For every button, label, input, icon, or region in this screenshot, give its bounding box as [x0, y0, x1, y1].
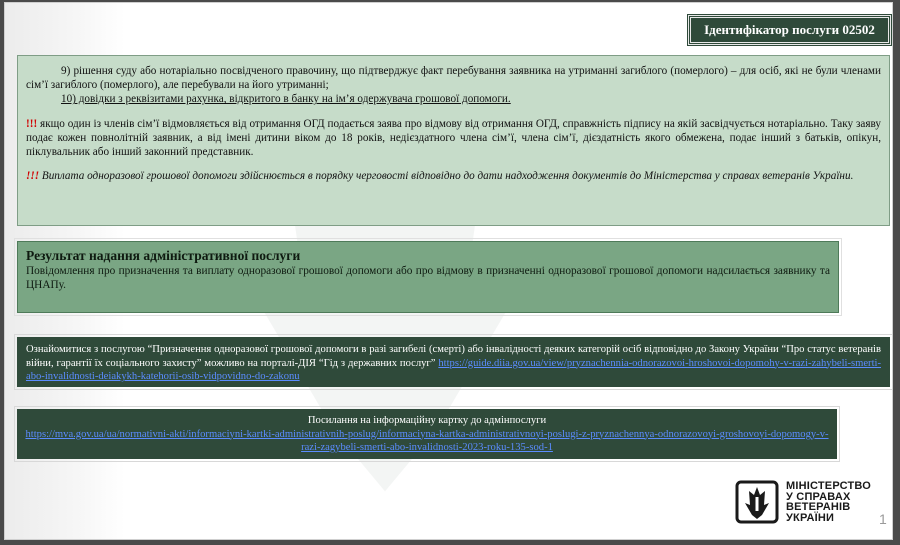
result-text: Повідомлення про призначення та виплату одноразової грошової допомоги або про відмову в призначенні одноразової грошової допомоги надсилається заявнику та ЦНАПу. [26, 265, 830, 291]
ministry-name-line-1: МІНІСТЕРСТВО [786, 480, 872, 492]
trident-shield-icon [734, 479, 780, 525]
ministry-logo [734, 477, 879, 527]
info-card-title: Посилання на інформаційну картку до адмінпослуги [307, 415, 547, 426]
service-id-badge: Ідентифікатор послуги 02502 [688, 15, 891, 45]
document-page [4, 2, 893, 540]
ministry-name-line-2: У СПРАВАХ [786, 490, 851, 503]
page-number: 1 [879, 511, 887, 527]
portal-link[interactable]: https://guide.diia.gov.ua/view/pryznachennia-odnorazovoi-hroshovoi-dopomohy-v-razi-zahybeli-smerti-abo-invalidnosti-deiakykh-katehorii-osib-vidpovidno-do-zakonu [26, 357, 881, 382]
result-title: Результат надання адміністративної послуги [26, 248, 301, 263]
payment-order-note [26, 169, 881, 183]
info-card-box [17, 409, 837, 459]
info-card-link[interactable]: https://mva.gov.ua/ua/normativni-akti/informaciyni-kartki-administrativnih-poslug/informaciyna-kartka-administrativnoyi-poslugi-z-pryznachennya-odnorazovoyi-groshovoyi-dopomogy-v-razi-zagybeli-smerti-abo-invalidnosti-2023-roku-135-sod-1 [25, 428, 829, 453]
ministry-name-line-4: УКРАЇНИ [786, 511, 835, 524]
documents-info-box [17, 55, 890, 226]
refusal-note [26, 117, 881, 160]
warning-mark: !!! [26, 117, 38, 130]
doc-item-10 [26, 92, 881, 106]
refusal-note-text: якщо один із членів сім’ї відмовляється від отримання ОГД подається заява про відмову від отримання ОГД, справжність підпису на якій засвідчується нотаріально. Таку заяву подає кожен повнолітній заявник, а від імені дитини віком до 18 років, недієздатного члена сім’ї, члена сім’ї, дієздатність якого обмежена, подає інший з батьків, опікун, піклувальник або інший законний представник. [26, 117, 881, 159]
payment-order-note-text: Виплата одноразової грошової допомоги здійснюється в порядку черговості відповідно до дати надходження документів до Міністерства у справах ветеранів України. [39, 170, 854, 183]
warning-mark-2: !!! [26, 170, 40, 183]
ministry-name [786, 481, 871, 523]
result-box [17, 241, 839, 313]
portal-info-box [17, 337, 890, 387]
doc-item-9: 9) рішення суду або нотаріально посвідченого правочину, що підтверджує факт перебування заявника на утриманні загиблого (померлого) – для осіб, які не були членами сім’ї загиблого (померлого), але перебували на його утриманні; [26, 65, 881, 92]
portal-text: Ознайомитися з послугою “Призначення одноразової грошової допомоги в разі загибелі (смерті) або інвалідності деяких категорій осіб відповідно до Закону України “Про статус ветеранів війни, гарантії їх соціального захисту” можливо на порталі-ДІЯ “Гід з державних послуг” [26, 344, 881, 369]
doc-item-10-text: 10) довідки з реквізитами рахунка, відкритого в банку на ім’я одержувача грошової допомоги. [61, 93, 511, 106]
ministry-name-line-3: ВЕТЕРАНІВ [786, 501, 851, 513]
